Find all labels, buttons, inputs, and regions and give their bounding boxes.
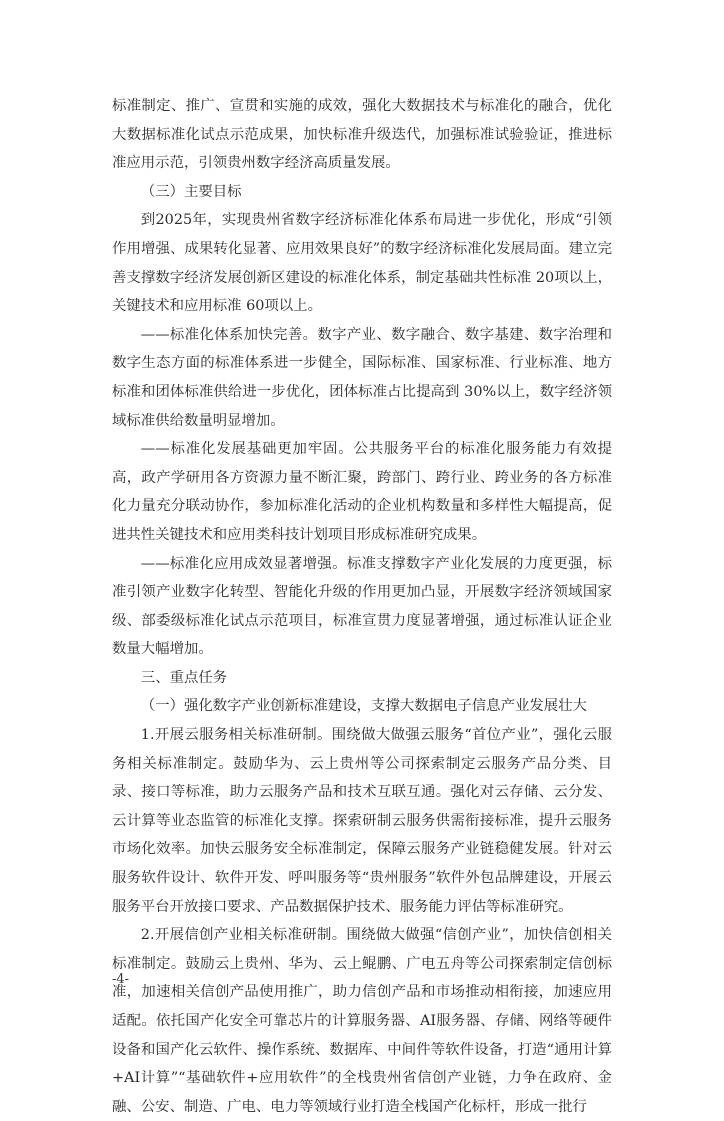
paragraph-cloud-service: 1.开展云服务相关标准研制。围绕做大做强云服务“首位产业”，强化云服务相关标准制定。鼓励华为、云上贵州等公司探索制定云服务产品分类、目录、接口等标准，助力云服务产品和技术互联互通。强化对云存储、云分发、云计算等业态监管的标准化支撑。探索研制云服务供需衔接标准，提升云服务市场化效率。加快云服务安全标准制定，保障云服务产业链稳健发展。针对云服务软件设计、软件开发、呼叫服务等“贵州服务”软件外包品牌建设，开展云服务平台开放接口要求、产品数据保护技术、服务能力评估等标准研究。: [112, 727, 612, 915]
paragraph-2025-goal: 到2025年，实现贵州省数字经济标准化体系布局进一步优化，形成“引领作用增强、成果转化显著、应用效果良好”的数字经济标准化发展局面。建立完善支撑数字经济发展创新区建设的标准化体系，制定基础共性标准 20项以上，关键技术和应用标准 60项以上。: [112, 212, 612, 315]
paragraph-application-results: ——标准化应用成效显著增强。标准支撑数字产业化发展的力度更强，标准引领产业数字化转型、智能化升级的作用更加凸显，开展数字经济领域国家级、部委级标准化试点示范项目，标准宣贯力度显著增强，通过标准认证企业数量大幅增加。: [112, 555, 612, 658]
section-heading-key-tasks: 三、重点任务: [140, 669, 228, 686]
paragraph-system-improvement: ——标准化体系加快完善。数字产业、数字融合、数字基建、数字治理和数字生态方面的标准体系进一步健全，国际标准、国家标准、行业标准、地方标准和团体标准供给进一步优化，团体标准占比提高到 30%以上，数字经济领域标准供给数量明显增加。: [112, 326, 612, 429]
section-heading-main-goals: （三）主要目标: [140, 183, 242, 200]
subsection-heading-digital-industry: （一）强化数字产业创新标准建设，支撑大数据电子信息产业发展壮大: [140, 698, 587, 715]
paragraph-xinchuang: 2.开展信创产业相关标准研制。围绕做大做强“信创产业”，加快信创相关标准制定。鼓励云上贵州、华为、云上鲲鹏、广电五舟等公司探索制定信创标准，加速相关信创产品使用推广，助力信创产品和市场推动相衔接，加速应用适配。依托国产化安全可靠芯片的计算服务器、AI服务器、存储、网络等硬件设备和国产化云软件、操作系统、数据库、中间件等软件设备，打造“通用计算+AI计算”“基础软件+应用软件”的全栈贵州省信创产业链，力争在政府、金融、公安、制造、广电、电力等领域行业打造全栈国产化标杆，形成一批行: [112, 927, 612, 1115]
body-text: [112, 92, 612, 1121]
paragraph-intro-continuation: 标准制定、推广、宣贯和实施的成效，强化大数据技术与标准化的融合，优化大数据标准化试点示范成果，加快标准升级迭代，加强标准试验验证，推进标准应用示范，引领贵州数字经济高质量发展。: [112, 98, 612, 172]
page-number: -4-: [112, 972, 130, 987]
paragraph-foundation: ——标准化发展基础更加牢固。公共服务平台的标准化服务能力有效提高，政产学研用各方资源力量不断汇聚，跨部门、跨行业、跨业务的各方标准化力量充分联动协作，参加标准化活动的企业机构数量和多样性大幅提高，促进共性关键技术和应用类科技计划项目形成标准研究成果。: [112, 441, 612, 543]
